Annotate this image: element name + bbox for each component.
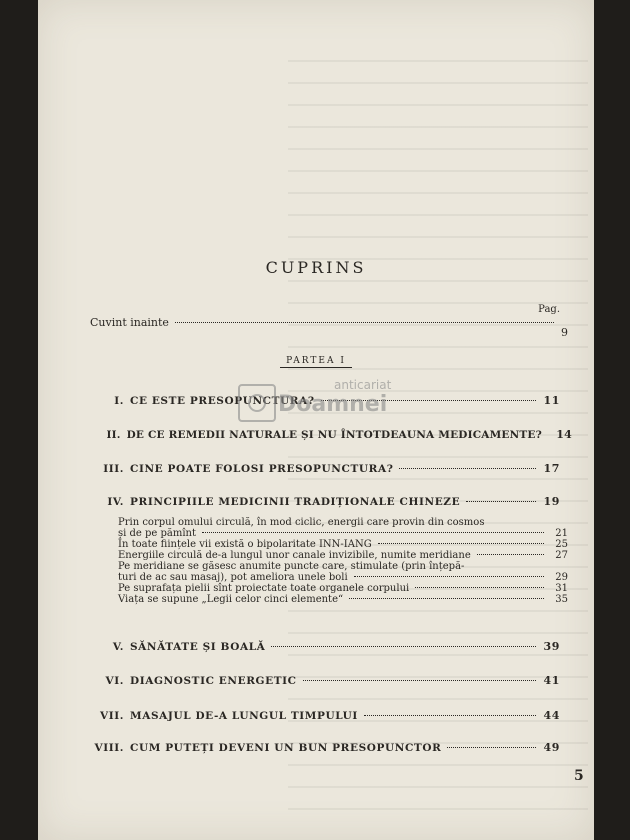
dot-leader <box>477 554 544 555</box>
chapter-title: CINE POATE FOLOSI PRESOPUNCTURA? <box>130 463 394 475</box>
dot-leader <box>175 322 554 323</box>
chapter-page: 41 <box>543 674 560 687</box>
watermark-logo-icon <box>238 384 276 422</box>
watermark-main-text: Doamnei <box>278 392 388 417</box>
subsection-text: Pe meridiane se găsesc anumite puncte care, stimulate (prin înțepă- <box>118 561 465 572</box>
dot-leader <box>378 543 544 544</box>
toc-chapter[interactable] <box>82 741 560 754</box>
dot-leader <box>415 587 544 588</box>
subsection-page: 21 <box>555 528 568 539</box>
watermark <box>238 378 438 438</box>
chapter-number: VII. <box>99 710 124 722</box>
toc-chapter[interactable] <box>82 495 560 508</box>
chapter-title: MASAJUL DE-A LUNGUL TIMPULUI <box>130 710 358 722</box>
chapter-number: IV. <box>107 496 124 508</box>
chapter-number: I. <box>114 395 124 407</box>
chapter-number: V. <box>112 641 124 653</box>
subsection-page: 27 <box>555 550 568 561</box>
dot-leader <box>399 468 536 469</box>
chapter-page: 11 <box>543 394 560 407</box>
toc-title: CUPRINS <box>265 258 367 277</box>
toc-subsection[interactable] <box>118 595 568 606</box>
chapter-page: 49 <box>543 741 560 754</box>
dot-leader <box>202 532 544 533</box>
subsection-text: În toate ființele vii există o bipolaritate INN-IANG <box>118 539 372 550</box>
subsection-text: Prin corpul omului circulă, în mod ciclic, energii care provin din cosmos <box>118 517 485 528</box>
dot-leader <box>349 598 544 599</box>
chapter-page: 44 <box>543 709 560 722</box>
chapter-number: VI. <box>105 675 124 687</box>
subsection-page: 29 <box>555 572 568 583</box>
chapter-number: II. <box>106 429 121 441</box>
toc-subsection[interactable] <box>118 562 568 584</box>
dot-leader <box>364 715 536 716</box>
chapter-page: 39 <box>543 640 560 653</box>
toc-intro[interactable] <box>90 316 568 339</box>
toc-chapter[interactable] <box>82 640 560 653</box>
subsection-page: 25 <box>555 539 568 550</box>
toc-chapter[interactable] <box>82 462 560 475</box>
subsection-page: 31 <box>555 583 568 594</box>
chapter-page: 14 <box>556 428 572 441</box>
dot-leader <box>271 646 536 647</box>
watermark-top-text: anticariat <box>334 378 392 392</box>
chapter-title: DE CE REMEDII NATURALE ȘI NU ÎNTOTDEAUNA MEDICAMENTE? <box>126 429 542 441</box>
book-page <box>38 0 594 840</box>
subsection-page: 35 <box>555 594 568 605</box>
subsection-text: Viața se supune „Legii celor cinci elemente“ <box>118 594 344 605</box>
subsection-text: turi de ac sau masaj), pot ameliora unele boli <box>118 572 348 583</box>
chapter-number: III. <box>103 463 124 475</box>
chapter-title: SĂNĂTATE ȘI BOALĂ <box>130 641 266 653</box>
dot-leader <box>466 501 536 502</box>
toc-intro-page: 9 <box>561 326 568 339</box>
subsection-list <box>118 518 568 606</box>
subsection-text: și de pe pămînt <box>118 528 197 539</box>
chapter-title: CE ESTE PRESOPUNCTURA? <box>130 395 315 407</box>
dot-leader <box>354 576 544 577</box>
chapter-number: VIII. <box>94 742 124 754</box>
chapter-title: DIAGNOSTIC ENERGETIC <box>130 675 297 687</box>
subsection-text: Pe suprafața pielii sînt proiectate toate organele corpului <box>118 583 410 594</box>
part-heading: PARTEA I <box>38 356 594 368</box>
dot-leader <box>303 680 536 681</box>
subsection-text: Energiile circulă de-a lungul unor canale invizibile, numite meridiane <box>118 550 471 561</box>
toc-chapter[interactable] <box>82 674 560 687</box>
chapter-title: CUM PUTEȚI DEVENI UN BUN PRESOPUNCTOR <box>130 742 442 754</box>
page-column-header: Pag. <box>538 304 560 315</box>
page-number: 5 <box>574 768 584 784</box>
toc-chapter[interactable] <box>82 709 560 722</box>
toc-subsection[interactable] <box>118 518 568 540</box>
chapter-title: PRINCIPIILE MEDICINII TRADIȚIONALE CHINEZE <box>130 496 461 508</box>
chapter-page: 17 <box>543 462 560 475</box>
toc-intro-label: Cuvint inainte <box>90 316 169 329</box>
dot-leader <box>447 747 536 748</box>
chapter-page: 19 <box>543 495 560 508</box>
